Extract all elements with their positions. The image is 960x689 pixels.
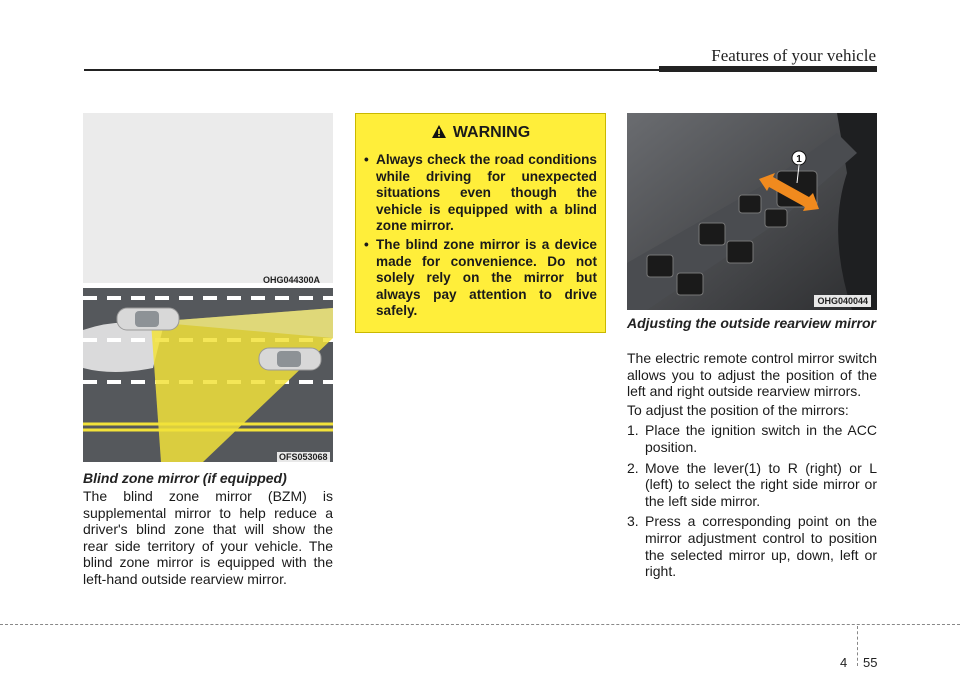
figure-code-2: OFS053068 [279, 452, 328, 462]
section-header-title: Features of your vehicle [711, 46, 876, 65]
steps-intro: To adjust the position of the mirrors: [627, 401, 849, 418]
step-item-1 [627, 422, 877, 455]
step-text: Move the lever(1) to R (right) or L (left) to select the right side mirror or the left side mirror. [645, 459, 877, 509]
figure-blind-zone-road [83, 288, 333, 462]
footer-divider [857, 626, 859, 666]
page-number: 55 [863, 655, 878, 670]
step-number: 3. [627, 513, 639, 530]
page-section-number: 4 [840, 655, 848, 670]
warning-list [364, 152, 597, 322]
warning-item-text: The blind zone mirror is a device made for convenience. Do not solely rely on the mirror but always pay attention to drive safely. [376, 236, 597, 319]
warning-item-1 [364, 152, 597, 235]
figure-door-switch [627, 113, 877, 310]
figure-code-3: OHG040044 [814, 295, 871, 307]
bullet-icon: • [364, 236, 369, 252]
warning-heading-text: WARNING [452, 124, 531, 141]
warning-item-text: Always check the road conditions while driving for unexpected situations even though the vehicle is equipped with a blind zone mirror. [376, 152, 597, 234]
step-text: Place the ignition switch in the ACC position. [645, 422, 877, 455]
adjusting-mirror-content [627, 350, 877, 580]
header-bar [659, 66, 877, 72]
figure-blank-mirror [83, 113, 333, 283]
warning-triangle-icon [431, 124, 447, 144]
step-text: Press a corresponding point on the mirror adjustment control to position the selected mirror up, down, left or right. [645, 513, 877, 580]
footer-rule [0, 624, 960, 626]
warning-item-2 [364, 237, 597, 320]
step-item-2 [627, 460, 877, 510]
warning-heading [356, 124, 605, 144]
section-title-adjusting-mirror: Adjusting the outside rearview mirror [627, 315, 876, 331]
blind-zone-paragraph: The blind zone mirror (BZM) is supplemental mirror to help reduce a driver's blind zone that will show the rear side territory of your vehicle. The blind zone mirror is equipped with the left-hand outside rearview mirror. [83, 488, 333, 587]
bullet-icon: • [364, 152, 369, 167]
step-item-3 [627, 513, 877, 579]
callout-lever-number: 1 [796, 154, 802, 165]
header-rule [84, 69, 659, 71]
step-number: 2. [627, 459, 639, 476]
figure-code-1: OHG044300A [263, 275, 321, 285]
adjusting-intro-paragraph: The electric remote control mirror switch allows you to adjust the position of the left and right outside rearview mirrors. [627, 350, 877, 400]
warning-box [355, 113, 606, 333]
step-number: 1. [627, 422, 639, 439]
section-title-blind-zone: Blind zone mirror (if equipped) [83, 470, 287, 486]
